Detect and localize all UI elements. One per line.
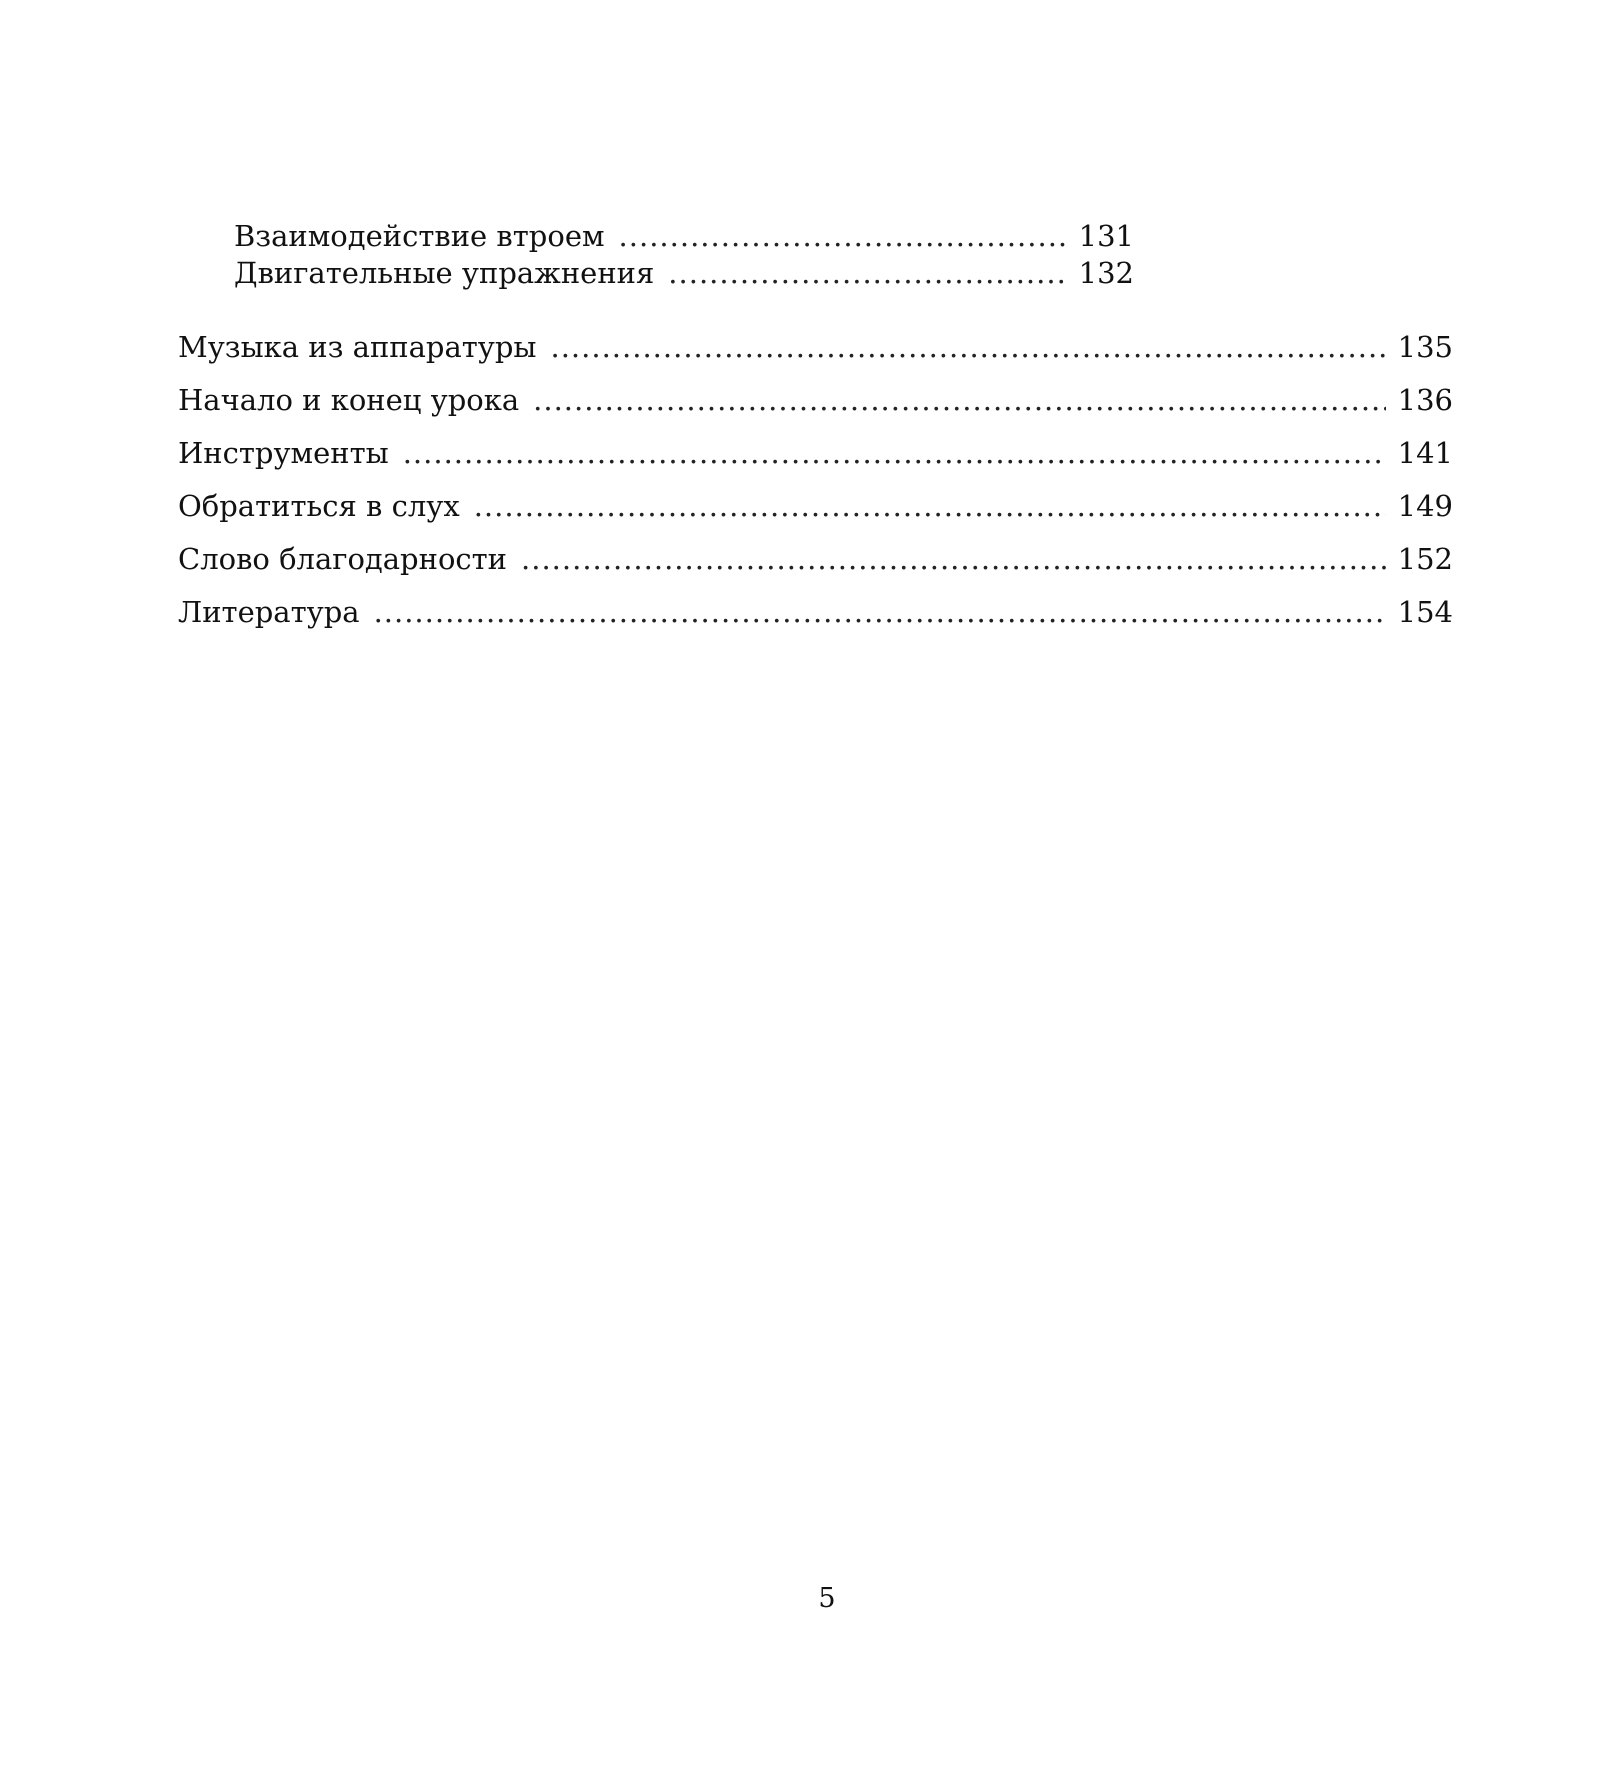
toc-entry-title: Музыка из аппаратуры [178,330,537,364]
toc-subentry [234,218,1134,254]
toc-entry-page: 141 [1397,436,1453,470]
toc-entry [178,329,1453,365]
toc-entry-title: Взаимодействие втроем [234,219,605,253]
dot-leader [474,488,1386,524]
toc-entry-title: Начало и конец урока [178,383,520,417]
toc-entry-title: Слово благодарности [178,542,508,576]
toc-entry-page: 154 [1397,595,1453,629]
table-of-contents [0,0,1614,700]
dot-leader [619,218,1067,254]
dot-leader [403,435,1386,471]
toc-entry [178,541,1453,577]
dot-leader [521,541,1386,577]
toc-entry-page: 131 [1078,219,1134,253]
dot-leader [533,382,1386,418]
page-number: 5 [818,1583,836,1614]
toc-entry-page: 149 [1397,489,1453,523]
toc-entry-page: 136 [1397,383,1453,417]
toc-entry [178,382,1453,418]
toc-entry-title: Обратиться в слух [178,489,460,523]
toc-entry [178,488,1453,524]
toc-subentry [234,255,1134,291]
toc-entry [178,594,1453,630]
toc-entry-page: 135 [1397,330,1453,364]
dot-leader [374,594,1386,630]
toc-entry-page: 132 [1078,256,1134,290]
toc-entry-page: 152 [1397,542,1453,576]
dot-leader [668,255,1066,291]
toc-entry [178,435,1453,471]
toc-entry-title: Двигательные упражнения [234,256,655,290]
toc-entry-title: Инструменты [178,436,389,470]
dot-leader [551,329,1386,365]
toc-entry-title: Литература [178,595,360,629]
